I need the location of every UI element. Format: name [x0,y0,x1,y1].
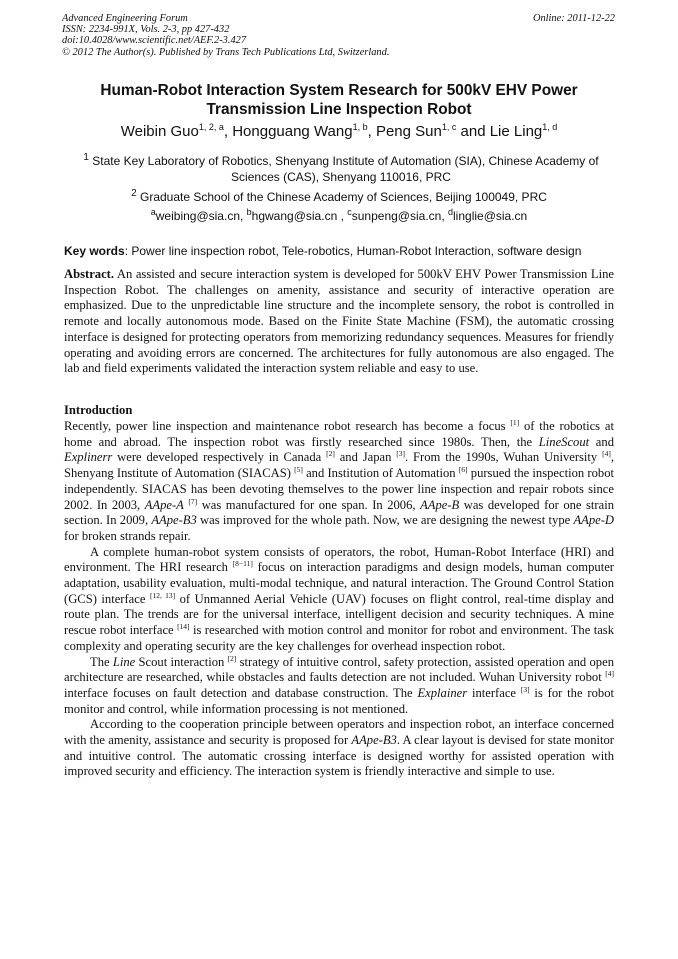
paper-title [40,81,638,119]
author-affiliation-marker: 1, b [352,122,368,132]
introduction-body [64,419,614,780]
email-address[interactable]: linglie@sia.cn [453,209,528,223]
citation-ref[interactable]: [14] [177,621,190,631]
doi-line: doi:10.4028/www.scientific.net/AEF.2-3.427 [62,35,247,47]
author-list: Weibin Guo$^{1, 2, a}$, Hongguang Wang$^{1, b}$, Peng Sun$^{1, c}$ and Lie Ling$^{1, d}$ [120,122,558,140]
citation-ref[interactable]: [4] [602,449,611,459]
author-name: Weibin Guo [120,123,199,140]
citation-ref[interactable]: [2] [326,449,335,459]
author-affiliation-marker: 1, 2, a [198,122,224,132]
author-name: Lie Ling [489,123,543,140]
intro-paragraph-1: Recently, power line inspection and maintenance robot research has become a focus [1] of the robotics at home and abroad. The inspection robot was firstly researched since 1980s. Then, the LineScout and Explinerr were developed respectively in Canada [2] and Japan [3]. From the 1990s, Wuhan University [4], Shenyang Institute of Automation (SIACAS) [5] and Institution of Automation [6] pursued the inspection robot independently. SIACAS has been devoting themselves to the power line inspection and repair robots since 2002. In 2003, AApe-A [7] was manufactured for one span. In 2006, AApe-B was developed for one strain section. In 2009, AApe-B3 was improved for the whole path. Now, we are designing the newest type AApe-D for broken strands repair. [64,417,615,543]
email-marker: c [347,207,352,217]
author-affiliation-marker: 1, c [441,122,457,132]
italic-term: Explainer [417,685,468,700]
author-name: Peng Sun [375,123,442,140]
italic-term: AApe-B [420,497,460,512]
title-line-1: Human-Robot Interaction System Research for 500kV EHV Power [100,82,578,99]
italic-term: Explinerr [64,450,113,465]
intro-paragraph-3: The Line Scout interaction [2] strategy of intuitive control, safety protection, assisted operation and open architecture are researched, while obstacles and faults detection are not included. Wuhan University robot [4] interface focuses on fault detection and database construction. The Explainer interface [3] is for the robot monitor and control, while information processing is not mentioned. [64,653,614,716]
citation-ref[interactable]: [7] [188,496,198,506]
abstract-text: An assisted and secure interaction system is developed for 500kV EHV Power Transmission Line Inspection Robot. The challenges on amenity, assistance and security of interactive operation are emphasized. Due to the unpredictable line structure and the incomplete sensory, the robot is controlled in remote and locally autonomous mode. Based on the Finite State Machine (FSM), the automatic crossing interface is designed for protecting operators from memorizing redundancy sequences. Measures for friendly operating and avoiding errors are concerned. The architectures for fully autonomous are also engaged. The lab and field experiments validated the interaction system reliable and easy to use. [64,267,614,376]
abstract [64,267,614,377]
email-list [40,208,638,224]
email-marker: b [246,207,252,217]
affiliation-1-number: 1 [83,152,89,163]
affiliation-2-text: Graduate School of the Chinese Academy of Sciences, Beijing 100049, PRC [139,190,547,204]
journal-header [62,13,615,58]
author-name: Hongguang Wang [232,123,353,140]
intro-paragraph-2: A complete human-robot system consists of operators, the robot, Human-Robot Interface (HRI) and environment. The HRI research [8−11] focus on interaction paradigms and design models, human computer adaptation, usability evaluation, multi-modal technique, and natural interaction. The Ground Control Station (GCS) interface [12, 13] of Unmanned Aerial Vehicle (UAV) focuses on flight control, real-time display and route plan. The trends are for the universal interface, intelligent decision and security techniques. A mine rescue robot interface [14] is researched with motion control and monitor for robot and environment. The task complexity and operating security are the key challenges for overhead inspection robot. [64,544,614,653]
title-line-2: Transmission Line Inspection Robot [206,101,472,118]
italic-term: LineScout [538,434,590,449]
keywords [64,243,618,259]
journal-name: Advanced Engineering Forum [62,13,188,24]
introduction-heading: Introduction [64,403,133,417]
citation-ref[interactable]: [5] [294,464,303,474]
citation-ref[interactable]: [3] [520,684,530,694]
affiliation-2-number: 2 [131,188,137,199]
online-date: Online: 2011-12-22 [532,13,615,24]
email-marker: d [448,207,454,217]
citation-ref[interactable]: [3] [396,449,406,459]
italic-term: AApe-A [144,497,184,512]
intro-paragraph-4: According to the cooperation principle between operators and inspection robot, an interface concerned with the amenity, assistance and security is proposed for AApe-B3. A clear layout is devised for state monitor and intuitive control. The automatic crossing interface is designed worthy for assisted operation with improved security and efficiency. The interaction system is friendly interactive and simple to use. [64,717,614,779]
italic-term: Line [112,654,136,669]
email-address[interactable]: sunpeng@sia.cn, [351,209,448,223]
italic-term: AApe-B3 [351,733,397,748]
affiliation-2 [40,186,638,205]
keywords-label: Key words [64,244,125,258]
italic-term: AApe-D [573,513,615,528]
author-affiliation-marker: 1, d [542,122,558,132]
citation-ref[interactable]: [12, 13] [149,590,176,600]
citation-ref[interactable]: [2] [227,653,237,663]
citation-ref[interactable]: [6] [458,464,468,474]
affiliation-1 [64,150,618,185]
keywords-text: : Power line inspection robot, Tele-robotics, Human-Robot Interaction, software design [124,244,582,258]
email-address[interactable]: weibing@sia.cn, [155,209,247,223]
abstract-label: Abstract. [64,267,115,281]
copyright-line: © 2012 The Author(s). Published by Trans Tech Publications Ltd, Switzerland. [62,46,390,58]
italic-term: AApe-B3 [151,513,197,528]
citation-ref[interactable]: [4] [605,669,614,679]
email-address[interactable]: hgwang@sia.cn , [251,209,348,223]
issn-line: ISSN: 2234-991X, Vols. 2-3, pp 427-432 [62,24,230,36]
affiliation-1-text: State Key Laboratory of Robotics, Shenyang Institute of Automation (SIA), Chinese Academy of Sciences (CAS), Shenyang 110016, PRC [92,154,599,184]
citation-ref[interactable]: [1] [510,417,520,427]
citation-ref[interactable]: [8−11] [232,559,253,569]
email-marker: a [150,207,156,217]
